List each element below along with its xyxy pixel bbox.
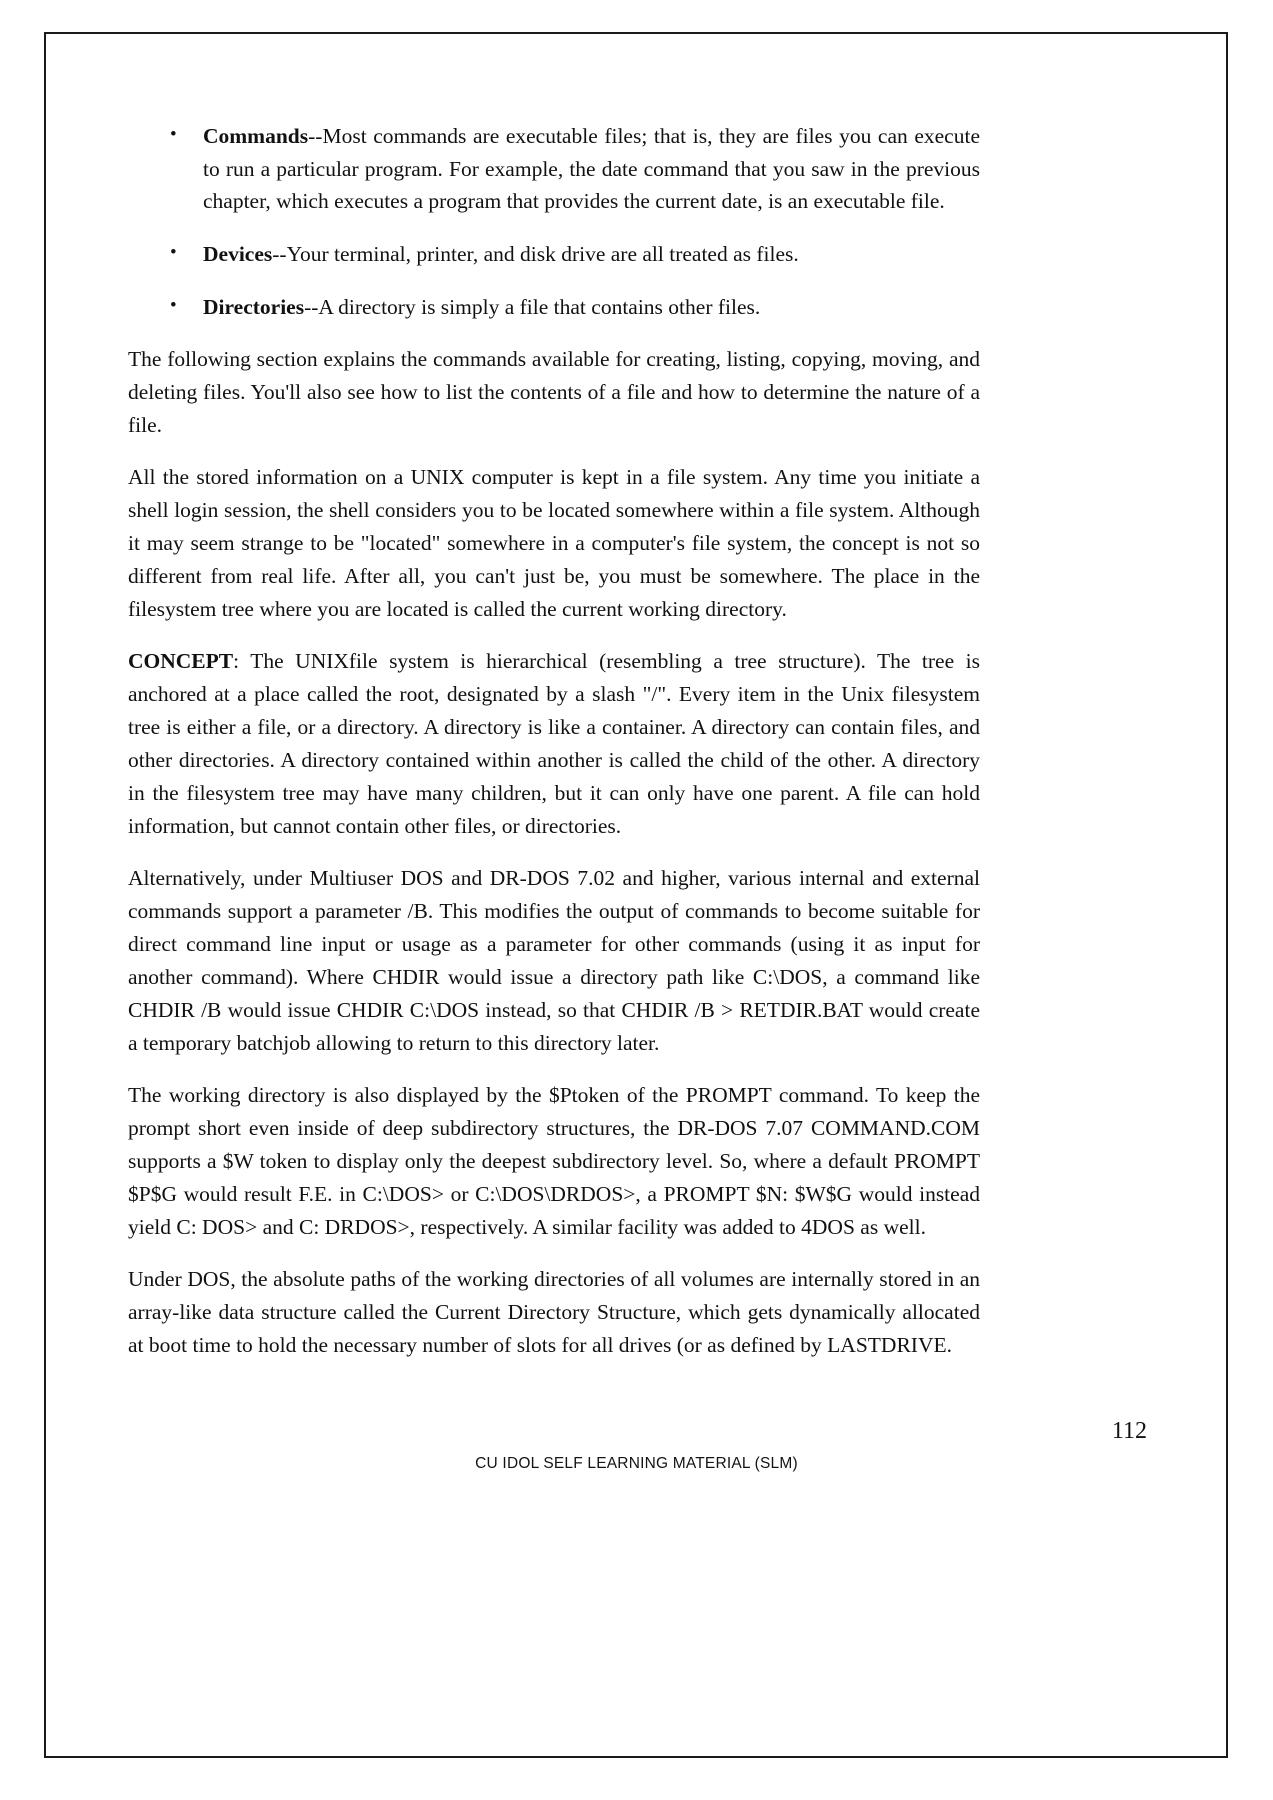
list-item-term: Directories (203, 294, 305, 319)
list-item (128, 120, 980, 218)
page-content (128, 120, 980, 1362)
paragraph-working-directory-prompt: The working directory is also displayed by the $Ptoken of the PROMPT command. To keep the prompt short even inside of deep subdirectory structures, the DR-DOS 7.07 COMMAND.COM supports a $W token to display only the deepest subdirectory level. So, where a default PROMPT $P$G would result F.E. in C:\DOS> or C:\DOS\DRDOS>, a PROMPT $N: $W$G would instead yield C: DOS> and C: DRDOS>, respectively. A similar facility was added to 4DOS as well. (128, 1083, 980, 1240)
list-item (128, 238, 980, 271)
paragraph-under-dos-cds: Under DOS, the absolute paths of the working directories of all volumes are internally stored in an array-like data structure called the Current Directory Structure, which gets dynamically allocated at boot time to hold the necessary number of slots for all drives (or as defined by LASTDRIVE. (128, 1267, 980, 1358)
paragraph-concept (128, 645, 980, 843)
paragraph-stored-information: All the stored information on a UNIX computer is kept in a file system. Any time you initiate a shell login session, the shell considers you to be located somewhere within a file system. Although it may seem strange to be "located" somewhere in a computer's file system, the concept is not so different from real life. After all, you can't just be, you must be somewhere. The place in the filesystem tree where you are located is called the current working directory. (128, 465, 980, 622)
bullet-icon: • (170, 123, 177, 145)
list-item-body: --Most commands are executable files; that is, they are files you can execute to run a particular program. For example, the date command that you saw in the previous chapter, which executes a program that provides the current date, is an executable file. (203, 124, 980, 214)
bullet-icon: • (170, 294, 177, 316)
list-item (128, 291, 980, 324)
footer-text: CU IDOL SELF LEARNING MATERIAL (SLM) (475, 1455, 798, 1472)
paragraph-following-section: The following section explains the commands available for creating, listing, copying, moving, and deleting files. You'll also see how to list the contents of a file and how to determine the nature of a file. (128, 347, 980, 438)
page-footer (0, 1455, 1273, 1473)
bullet-icon: • (170, 241, 177, 263)
feature-bullet-list (128, 120, 980, 323)
list-item-term: Commands (203, 124, 309, 148)
paragraph-alternatively-dos: Alternatively, under Multiuser DOS and DR-DOS 7.02 and higher, various internal and external commands support a parameter /B. This modifies the output of commands to become suitable for direct command line input or usage as a parameter for other commands (using it as input for another command). Where CHDIR would issue a directory path like C:\DOS, a command like CHDIR /B would issue CHDIR C:\DOS instead, so that CHDIR /B > RETDIR.BAT would create a temporary batchjob allowing to return to this directory later. (128, 866, 980, 1056)
list-item-body: --Your terminal, printer, and disk drive are all treated as files. (272, 242, 799, 267)
concept-body: : The UNIXfile system is hierarchical (resembling a tree structure). The tree is anchored at a place called the root, designated by a slash "/". Every item in the Unix filesystem tree is either a file, or a directory. A directory is like a container. A directory can contain files, and other directories. A directory contained within another is called the child of the other. A directory in the filesystem tree may have many children, but it can only have one parent. A file can hold information, but cannot contain other files, or directories. (128, 649, 980, 839)
page-number: 112 (1111, 1418, 1147, 1444)
list-item-term: Devices (203, 242, 273, 267)
list-item-body: --A directory is simply a file that contains other files. (304, 294, 761, 319)
concept-label: CONCEPT (128, 649, 234, 674)
